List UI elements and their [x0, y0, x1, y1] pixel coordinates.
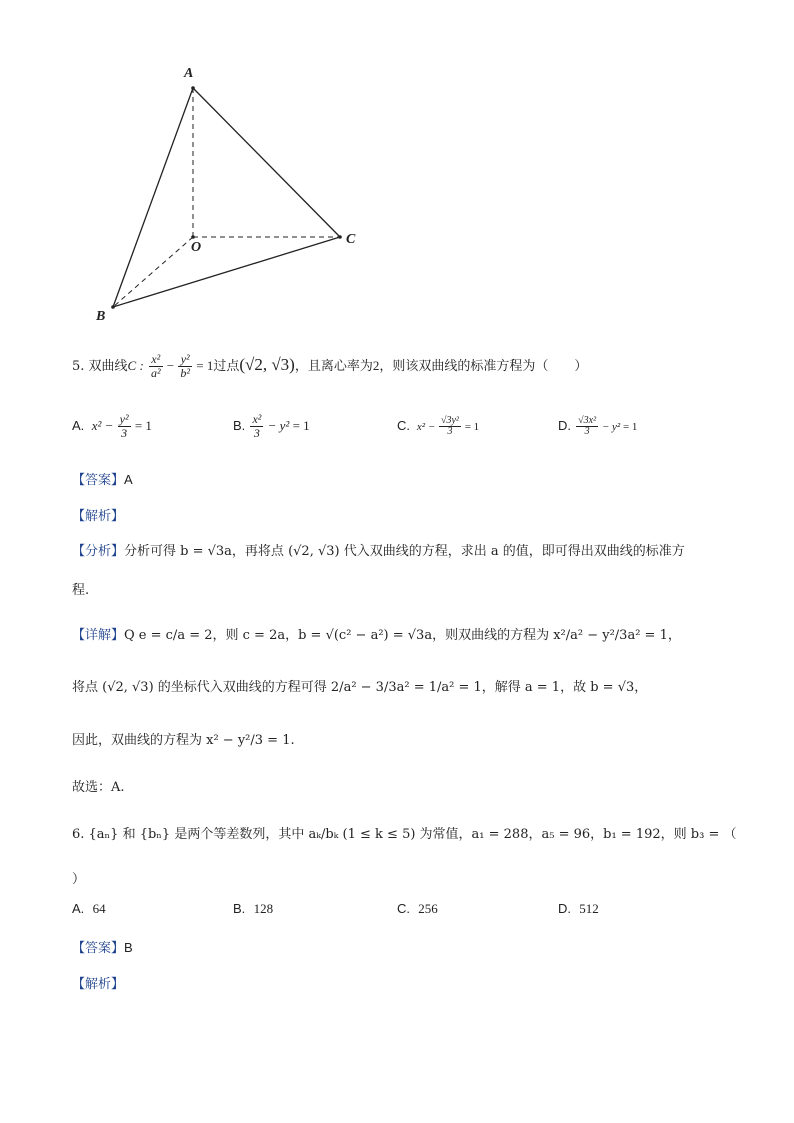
option-label: A.: [72, 901, 85, 916]
q6-stem-line1: 6. {aₙ} 和 {bₙ} 是两个等差数列，其中 aₖ/bₖ (1 ≤ k ≤ 5) 为常值，a₁ = 288，a₅ = 96，b₁ = 192，则 b₃ = （: [72, 827, 737, 842]
fenxi-text: 分析可得 b = √3a，再将点 (√2, √3) 代入双曲线的方程，求出 a 的值，即可得出双曲线的标准方: [124, 544, 685, 559]
q5-frac-y: $\frac{\text{y²}}{\text{b²}}$: [180, 352, 190, 380]
q5-analysis-tag: 【解析】: [72, 509, 125, 524]
q5-option-b[interactable]: B. $\frac{\text{x²}}{3}$ − y² = 1: [233, 412, 310, 440]
q5-detail-line2: 将点 (√2, √3) 的坐标代入双曲线的方程可得 2/a² − 3/3a² = 1/a² = 1，解得 a = 1，故 b = √3，: [72, 680, 648, 695]
detail-text: Q e = c/a = 2，则 c = 2a，b = √(c² − a²) = √3a，则双曲线的方程为 x²/a² − y²/3a² = 1，: [124, 628, 681, 643]
q6-option-d[interactable]: [558, 901, 599, 917]
option-text: 256: [418, 901, 438, 916]
q5-stem: 5. 双曲线C : $\frac{\text{x²}}{\text{a²}}$ − $\frac{\text{y²}}{\text{b²}}$ = 1过点(√2, √3)，且离心率为2，则该双曲线的标准方程为（ ）: [72, 352, 588, 380]
option-label: B.: [233, 418, 246, 433]
vertex-O: [191, 235, 195, 239]
option-text: 64: [92, 901, 106, 916]
edge-BC: [113, 237, 340, 307]
tetrahedron-figure: [0, 0, 794, 340]
option-label: D.: [558, 418, 571, 433]
vertex-A: [191, 86, 195, 90]
option-label: B.: [233, 901, 246, 916]
q5-option-a[interactable]: A. x² − $\frac{\text{y²}}{3}$ = 1: [72, 412, 152, 440]
answer-tag: 【答案】: [72, 473, 125, 488]
q5-option-d[interactable]: D. $\frac{\text{√3x²}}{3}$ − y² = 1: [558, 414, 638, 437]
q5-ecc: 2: [372, 358, 380, 373]
edge-OB: [113, 237, 193, 307]
label-A: A: [184, 66, 194, 81]
q6-stem-line2: ）: [72, 872, 86, 887]
edge-AB: [113, 88, 193, 307]
detail-tag: 【详解】: [72, 628, 125, 643]
option-label: A.: [72, 418, 85, 433]
q6-answer: [72, 937, 133, 956]
option-label: D.: [558, 901, 571, 916]
q6-analysis-tag: 【解析】: [72, 977, 125, 992]
edge-AC: [193, 88, 340, 237]
q5-detail-line1: [72, 624, 681, 643]
q5-cond: ，且离心率为: [294, 359, 373, 374]
q5-option-c[interactable]: C. x² − $\frac{\text{√3y²}}{3}$ = 1: [397, 414, 480, 437]
q5-prefix: 5. 双曲线: [72, 359, 128, 374]
option-text: 512: [579, 901, 599, 916]
label-C: C: [346, 232, 356, 247]
vertex-B: [111, 305, 115, 309]
q5-choose: 故选：A.: [72, 780, 125, 795]
q5-frac-x: $\frac{\text{x²}}{\text{a²}}$: [150, 352, 161, 380]
option-text: 128: [253, 901, 274, 916]
answer-value: B: [124, 940, 133, 955]
label-O: O: [191, 240, 202, 255]
q5-fenxi-line2: 程.: [72, 583, 90, 598]
q5-fenxi-line1: [72, 540, 685, 559]
q5-point: (√2, √3): [239, 355, 295, 374]
q5-ask: ，则该双曲线的标准方程为（ ）: [379, 359, 588, 374]
q5-detail-line3: 因此，双曲线的方程为 x² − y²/3 = 1.: [72, 733, 295, 748]
option-label: C.: [397, 901, 410, 916]
q5-answer: [72, 469, 133, 488]
q5-curve: C :: [127, 358, 144, 373]
answer-tag: 【答案】: [72, 941, 125, 956]
q5-passes: 过点: [213, 359, 240, 374]
fenxi-tag: 【分析】: [72, 544, 125, 559]
q6-option-a[interactable]: [72, 901, 106, 917]
q6-option-b[interactable]: [233, 901, 273, 917]
q6-option-c[interactable]: [397, 901, 438, 917]
label-B: B: [96, 309, 106, 324]
answer-value: A: [124, 472, 133, 487]
vertex-C: [338, 235, 342, 239]
option-label: C.: [397, 418, 410, 433]
